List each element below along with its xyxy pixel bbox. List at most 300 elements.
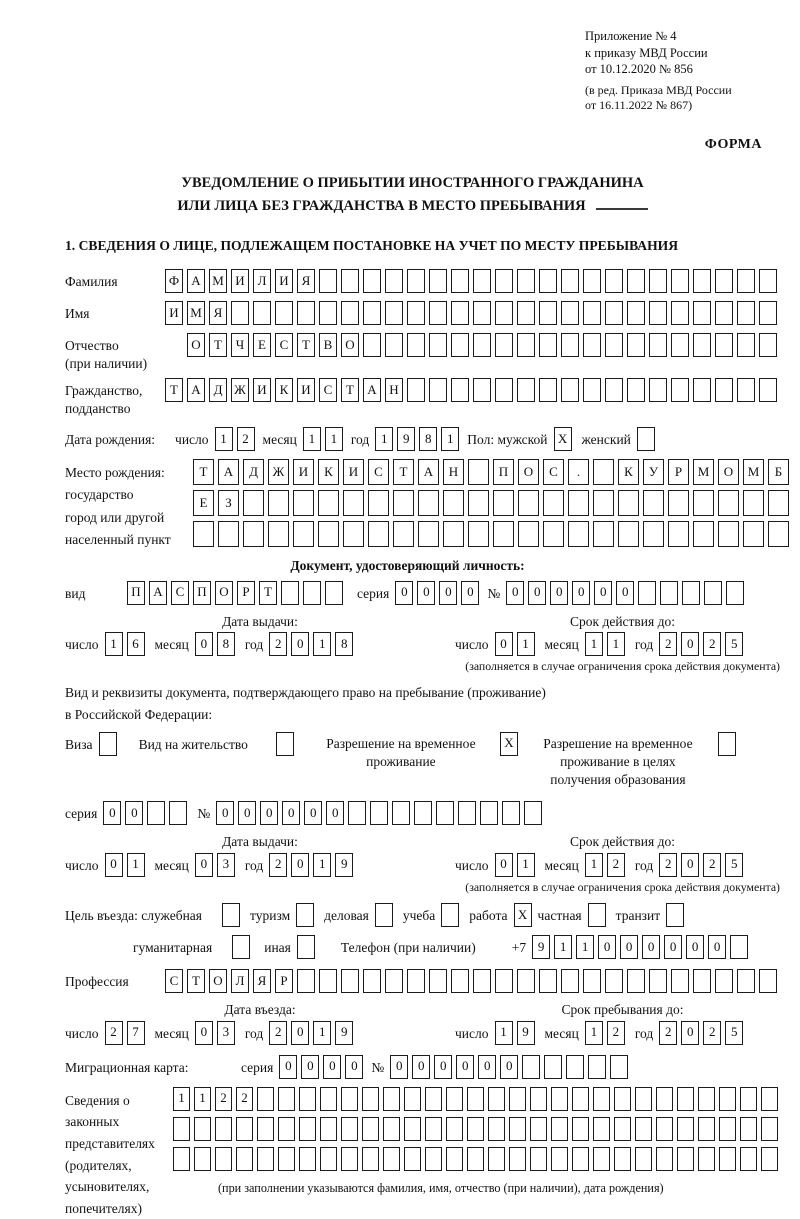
char-cell[interactable] [296,903,314,927]
char-cell[interactable] [635,1147,652,1171]
char-cell[interactable]: Д [209,378,227,402]
char-cell[interactable]: 0 [495,632,513,656]
char-cell[interactable] [368,521,389,547]
char-cell[interactable] [385,969,403,993]
char-cell[interactable] [583,301,601,325]
char-cell[interactable]: 0 [301,1055,319,1079]
char-cell[interactable]: 8 [335,632,353,656]
char-cell[interactable]: Т [209,333,227,357]
char-cell[interactable]: Л [231,969,249,993]
char-cell[interactable] [743,490,764,516]
char-cell[interactable] [341,969,359,993]
char-cell[interactable] [671,333,689,357]
char-cell[interactable] [517,333,535,357]
char-cell[interactable] [173,1147,190,1171]
char-cell[interactable] [418,490,439,516]
char-cell[interactable] [443,521,464,547]
char-cell[interactable] [561,269,579,293]
char-cell[interactable] [551,1117,568,1141]
char-cell[interactable] [627,301,645,325]
char-cell[interactable] [583,378,601,402]
char-cell[interactable]: 2 [659,632,677,656]
char-cell[interactable]: И [293,459,314,485]
char-cell[interactable] [551,1147,568,1171]
char-cell[interactable] [737,301,755,325]
char-cell[interactable] [737,333,755,357]
char-cell[interactable] [446,1087,463,1111]
char-cell[interactable] [737,969,755,993]
char-cell[interactable] [677,1147,694,1171]
char-cell[interactable] [666,903,684,927]
char-cell[interactable]: 9 [532,935,550,959]
char-cell[interactable] [473,269,491,293]
char-cell[interactable] [693,521,714,547]
char-cell[interactable] [638,581,656,605]
char-cell[interactable] [436,801,454,825]
char-cell[interactable] [451,378,469,402]
char-cell[interactable]: 0 [686,935,704,959]
char-cell[interactable] [561,301,579,325]
char-cell[interactable] [509,1117,526,1141]
char-cell[interactable] [375,903,393,927]
char-cell[interactable] [451,969,469,993]
char-cell[interactable]: 0 [395,581,413,605]
char-cell[interactable]: 0 [456,1055,474,1079]
char-cell[interactable]: Т [165,378,183,402]
char-cell[interactable] [583,269,601,293]
char-cell[interactable] [407,378,425,402]
char-cell[interactable]: Л [253,269,271,293]
char-cell[interactable] [370,801,388,825]
char-cell[interactable] [730,935,748,959]
char-cell[interactable]: 0 [528,581,546,605]
char-cell[interactable] [488,1117,505,1141]
char-cell[interactable] [429,969,447,993]
char-cell[interactable]: К [318,459,339,485]
char-cell[interactable]: 5 [725,1021,743,1045]
char-cell[interactable] [539,301,557,325]
char-cell[interactable] [593,521,614,547]
char-cell[interactable] [468,521,489,547]
char-cell[interactable]: 0 [434,1055,452,1079]
char-cell[interactable]: О [215,581,233,605]
char-cell[interactable]: О [209,969,227,993]
char-cell[interactable]: У [643,459,664,485]
char-cell[interactable] [232,935,250,959]
char-cell[interactable] [605,333,623,357]
char-cell[interactable] [218,521,239,547]
char-cell[interactable] [407,301,425,325]
char-cell[interactable]: 0 [550,581,568,605]
char-cell[interactable]: 0 [105,853,123,877]
char-cell[interactable]: К [275,378,293,402]
char-cell[interactable] [524,801,542,825]
char-cell[interactable] [297,935,315,959]
char-cell[interactable] [363,333,381,357]
char-cell[interactable]: 2 [237,427,255,451]
char-cell[interactable]: 1 [441,427,459,451]
char-cell[interactable] [362,1117,379,1141]
char-cell[interactable] [257,1117,274,1141]
char-cell[interactable] [614,1147,631,1171]
char-cell[interactable]: Е [193,490,214,516]
char-cell[interactable]: О [518,459,539,485]
char-cell[interactable]: 1 [517,632,535,656]
char-cell[interactable]: 5 [725,632,743,656]
char-cell[interactable] [768,521,789,547]
char-cell[interactable] [768,490,789,516]
char-cell[interactable] [530,1087,547,1111]
char-cell[interactable] [693,269,711,293]
char-cell[interactable] [566,1055,584,1079]
char-cell[interactable] [363,269,381,293]
char-cell[interactable] [303,581,321,605]
char-cell[interactable]: С [171,581,189,605]
char-cell[interactable] [740,1147,757,1171]
char-cell[interactable]: Е [253,333,271,357]
char-cell[interactable] [341,1147,358,1171]
char-cell[interactable]: 2 [703,1021,721,1045]
char-cell[interactable] [293,490,314,516]
char-cell[interactable]: 0 [304,801,322,825]
char-cell[interactable] [588,903,606,927]
char-cell[interactable] [318,490,339,516]
char-cell[interactable] [693,301,711,325]
char-cell[interactable] [761,1087,778,1111]
char-cell[interactable]: 1 [173,1087,190,1111]
char-cell[interactable]: С [275,333,293,357]
char-cell[interactable] [668,521,689,547]
char-cell[interactable]: 1 [313,1021,331,1045]
char-cell[interactable] [627,969,645,993]
char-cell[interactable] [719,1117,736,1141]
char-cell[interactable]: Ж [268,459,289,485]
char-cell[interactable] [243,521,264,547]
char-cell[interactable] [671,378,689,402]
char-cell[interactable] [473,969,491,993]
char-cell[interactable] [517,301,535,325]
char-cell[interactable]: 2 [607,1021,625,1045]
char-cell[interactable] [539,333,557,357]
char-cell[interactable] [561,378,579,402]
char-cell[interactable]: Б [768,459,789,485]
char-cell[interactable] [682,581,700,605]
char-cell[interactable] [693,490,714,516]
char-cell[interactable]: М [187,301,205,325]
char-cell[interactable] [614,1117,631,1141]
char-cell[interactable] [404,1147,421,1171]
char-cell[interactable] [668,490,689,516]
char-cell[interactable] [495,969,513,993]
char-cell[interactable] [561,969,579,993]
char-cell[interactable]: С [165,969,183,993]
char-cell[interactable] [649,378,667,402]
char-cell[interactable]: Ч [231,333,249,357]
char-cell[interactable]: 0 [291,632,309,656]
char-cell[interactable]: 1 [105,632,123,656]
char-cell[interactable] [467,1147,484,1171]
char-cell[interactable]: X [514,903,532,927]
char-cell[interactable] [593,1147,610,1171]
char-cell[interactable] [593,1087,610,1111]
char-cell[interactable] [194,1147,211,1171]
char-cell[interactable]: И [343,459,364,485]
char-cell[interactable]: 0 [642,935,660,959]
char-cell[interactable] [518,521,539,547]
char-cell[interactable] [740,1087,757,1111]
char-cell[interactable]: 9 [335,853,353,877]
char-cell[interactable]: 0 [598,935,616,959]
char-cell[interactable]: 1 [194,1087,211,1111]
char-cell[interactable] [761,1147,778,1171]
char-cell[interactable] [737,269,755,293]
char-cell[interactable] [414,801,432,825]
char-cell[interactable] [343,490,364,516]
char-cell[interactable] [383,1117,400,1141]
char-cell[interactable]: Н [443,459,464,485]
char-cell[interactable] [451,301,469,325]
char-cell[interactable]: Т [259,581,277,605]
char-cell[interactable]: 0 [282,801,300,825]
char-cell[interactable]: 1 [325,427,343,451]
char-cell[interactable] [385,301,403,325]
char-cell[interactable] [147,801,165,825]
char-cell[interactable] [588,1055,606,1079]
char-cell[interactable] [173,1117,190,1141]
char-cell[interactable]: 0 [506,581,524,605]
char-cell[interactable] [297,301,315,325]
char-cell[interactable] [319,269,337,293]
char-cell[interactable]: Я [253,969,271,993]
char-cell[interactable] [383,1147,400,1171]
char-cell[interactable] [473,301,491,325]
char-cell[interactable] [761,1117,778,1141]
char-cell[interactable] [495,378,513,402]
char-cell[interactable] [341,1117,358,1141]
char-cell[interactable]: 0 [195,1021,213,1045]
char-cell[interactable] [443,490,464,516]
char-cell[interactable] [643,490,664,516]
char-cell[interactable]: И [253,378,271,402]
char-cell[interactable]: 0 [326,801,344,825]
char-cell[interactable] [568,490,589,516]
char-cell[interactable]: 0 [461,581,479,605]
char-cell[interactable] [572,1147,589,1171]
char-cell[interactable] [299,1087,316,1111]
char-cell[interactable]: 0 [125,801,143,825]
char-cell[interactable] [517,269,535,293]
char-cell[interactable]: 6 [127,632,145,656]
char-cell[interactable] [495,269,513,293]
char-cell[interactable] [518,490,539,516]
char-cell[interactable] [530,1117,547,1141]
char-cell[interactable] [407,969,425,993]
char-cell[interactable]: 0 [216,801,234,825]
char-cell[interactable] [671,301,689,325]
char-cell[interactable] [605,269,623,293]
char-cell[interactable] [635,1087,652,1111]
char-cell[interactable] [517,378,535,402]
char-cell[interactable]: 1 [313,632,331,656]
char-cell[interactable]: П [193,581,211,605]
char-cell[interactable]: 0 [664,935,682,959]
char-cell[interactable]: 2 [659,853,677,877]
char-cell[interactable] [656,1147,673,1171]
char-cell[interactable] [593,459,614,485]
char-cell[interactable] [278,1117,295,1141]
char-cell[interactable] [759,969,777,993]
char-cell[interactable] [539,378,557,402]
char-cell[interactable]: Р [668,459,689,485]
char-cell[interactable] [495,333,513,357]
char-cell[interactable] [605,378,623,402]
char-cell[interactable]: 2 [269,853,287,877]
char-cell[interactable] [677,1087,694,1111]
char-cell[interactable]: И [231,269,249,293]
char-cell[interactable] [719,1087,736,1111]
char-cell[interactable] [605,969,623,993]
char-cell[interactable]: А [363,378,381,402]
char-cell[interactable] [194,1117,211,1141]
char-cell[interactable] [719,1147,736,1171]
char-cell[interactable] [429,378,447,402]
char-cell[interactable]: Я [209,301,227,325]
char-cell[interactable]: 0 [620,935,638,959]
char-cell[interactable]: 0 [238,801,256,825]
char-cell[interactable]: С [368,459,389,485]
char-cell[interactable] [693,378,711,402]
char-cell[interactable] [593,490,614,516]
char-cell[interactable] [698,1147,715,1171]
char-cell[interactable]: Н [385,378,403,402]
char-cell[interactable] [253,301,271,325]
char-cell[interactable]: Т [393,459,414,485]
char-cell[interactable] [643,521,664,547]
char-cell[interactable] [451,269,469,293]
char-cell[interactable]: М [743,459,764,485]
char-cell[interactable]: Ж [231,378,249,402]
char-cell[interactable]: П [127,581,145,605]
char-cell[interactable]: X [554,427,572,451]
char-cell[interactable]: И [297,378,315,402]
char-cell[interactable]: 2 [703,632,721,656]
char-cell[interactable] [637,427,655,451]
char-cell[interactable]: 8 [419,427,437,451]
char-cell[interactable] [281,581,299,605]
char-cell[interactable] [425,1147,442,1171]
char-cell[interactable] [348,801,366,825]
char-cell[interactable] [257,1087,274,1111]
char-cell[interactable] [698,1087,715,1111]
char-cell[interactable] [495,301,513,325]
char-cell[interactable] [605,301,623,325]
char-cell[interactable] [268,490,289,516]
char-cell[interactable]: 1 [517,853,535,877]
char-cell[interactable] [522,1055,540,1079]
char-cell[interactable]: 1 [303,427,321,451]
char-cell[interactable] [593,1117,610,1141]
char-cell[interactable]: 0 [572,581,590,605]
char-cell[interactable]: 0 [500,1055,518,1079]
char-cell[interactable]: 1 [585,632,603,656]
char-cell[interactable]: С [319,378,337,402]
char-cell[interactable]: 2 [269,632,287,656]
char-cell[interactable] [715,969,733,993]
char-cell[interactable] [551,1087,568,1111]
char-cell[interactable]: 0 [260,801,278,825]
char-cell[interactable]: Р [237,581,255,605]
char-cell[interactable] [407,333,425,357]
char-cell[interactable]: М [693,459,714,485]
char-cell[interactable]: 0 [681,853,699,877]
char-cell[interactable] [656,1117,673,1141]
char-cell[interactable] [627,378,645,402]
char-cell[interactable]: В [319,333,337,357]
char-cell[interactable] [759,378,777,402]
char-cell[interactable] [243,490,264,516]
char-cell[interactable] [649,333,667,357]
char-cell[interactable] [236,1147,253,1171]
char-cell[interactable]: 2 [215,1087,232,1111]
char-cell[interactable]: Ф [165,269,183,293]
char-cell[interactable] [99,732,117,756]
char-cell[interactable] [446,1147,463,1171]
char-cell[interactable] [275,301,293,325]
char-cell[interactable] [215,1117,232,1141]
char-cell[interactable]: 2 [269,1021,287,1045]
char-cell[interactable] [543,490,564,516]
char-cell[interactable] [404,1117,421,1141]
char-cell[interactable]: 1 [576,935,594,959]
char-cell[interactable] [392,801,410,825]
char-cell[interactable] [759,269,777,293]
char-cell[interactable]: С [543,459,564,485]
char-cell[interactable] [429,301,447,325]
char-cell[interactable] [467,1087,484,1111]
char-cell[interactable] [572,1117,589,1141]
char-cell[interactable] [473,378,491,402]
char-cell[interactable]: А [418,459,439,485]
char-cell[interactable] [671,969,689,993]
char-cell[interactable] [539,269,557,293]
char-cell[interactable] [363,969,381,993]
char-cell[interactable] [539,969,557,993]
char-cell[interactable] [610,1055,628,1079]
char-cell[interactable]: А [149,581,167,605]
char-cell[interactable]: 0 [195,853,213,877]
char-cell[interactable] [385,333,403,357]
char-cell[interactable] [215,1147,232,1171]
char-cell[interactable] [341,269,359,293]
char-cell[interactable] [385,269,403,293]
char-cell[interactable]: Т [193,459,214,485]
char-cell[interactable] [418,521,439,547]
char-cell[interactable] [268,521,289,547]
char-cell[interactable] [718,732,736,756]
char-cell[interactable]: О [341,333,359,357]
char-cell[interactable]: 9 [397,427,415,451]
char-cell[interactable]: А [187,269,205,293]
char-cell[interactable] [649,301,667,325]
char-cell[interactable]: 0 [279,1055,297,1079]
char-cell[interactable] [693,333,711,357]
char-cell[interactable] [718,490,739,516]
char-cell[interactable] [404,1087,421,1111]
char-cell[interactable] [671,269,689,293]
char-cell[interactable] [568,521,589,547]
char-cell[interactable] [715,333,733,357]
char-cell[interactable] [363,301,381,325]
